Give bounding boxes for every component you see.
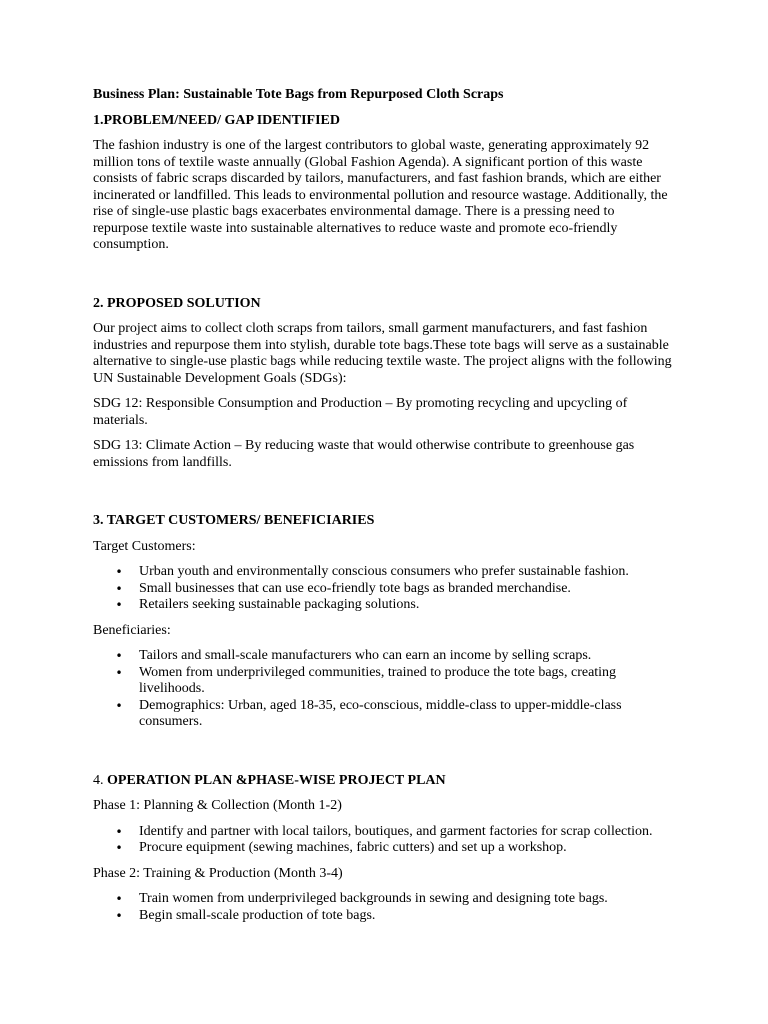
target-customers-list <box>93 564 673 614</box>
target-customers-label: Target Customers: <box>93 538 196 554</box>
bullet-icon: • <box>115 649 123 663</box>
list-item-text: Identify and partner with local tailors, boutiques, and garment factories for scrap collection. <box>139 823 653 839</box>
section-2-body: Our project aims to collect cloth scraps from tailors, small garment manufacturers, and fast fashion industries and repurpose them into stylish, durable tote bags.These tote bags will serve as a sustainable alternative to single-use plastic bags while reducing textile waste. The project aligns with the following UN Sustainable Development Goals (SDGs): <box>93 321 672 386</box>
spacer <box>93 263 673 296</box>
document-body <box>93 87 673 933</box>
section-2-heading: 2. PROPOSED SOLUTION <box>93 295 261 311</box>
list-item <box>115 564 673 581</box>
list-item-text: Small businesses that can use eco-friendly tote bags as branded merchandise. <box>139 580 571 596</box>
list-item <box>115 580 673 598</box>
list-item <box>115 664 673 698</box>
phase-1-list <box>93 824 673 857</box>
bullet-icon: • <box>115 908 123 923</box>
section-3-heading: 3. TARGET CUSTOMERS/ BENEFICIARIES <box>93 513 375 528</box>
bullet-icon: • <box>115 565 123 579</box>
list-item <box>115 597 673 614</box>
spacer <box>93 480 673 513</box>
section-1-body: The fashion industry is one of the largest contributors to global waste, generating approximately 92 million tons of textile waste annually (Global Fashion Agenda). A significant portion of this waste consists of fabric scraps discarded by tailors, manufacturers, and fast fashion brands, which are either incinerated or landfilled. This leads to environmental pollution and resource wastage. Additionally, the rise of single-use plastic bags exacerbates environmental damage. There is a pressing need to repurpose textile waste into sustainable alternatives to reduce waste and promote eco-friendly consumption. <box>93 138 668 252</box>
bullet-icon: • <box>115 598 123 612</box>
bullet-icon: • <box>115 841 123 855</box>
list-item-text: Retailers seeking sustainable packaging solutions. <box>139 597 420 612</box>
phase-2-list <box>93 891 673 924</box>
list-item-text: Train women from underprivileged backgrounds in sewing and designing tote bags. <box>139 891 608 906</box>
list-item <box>115 697 673 731</box>
list-item <box>115 648 673 665</box>
sdg-13-paragraph: SDG 13: Climate Action – By reducing waste that would otherwise contribute to greenhouse gas emissions from landfills. <box>93 438 635 470</box>
document-title: Business Plan: Sustainable Tote Bags from Repurposed Cloth Scraps <box>93 87 504 102</box>
list-item <box>115 840 673 857</box>
sdg-12-paragraph: SDG 12: Responsible Consumption and Production – By promoting recycling and upcycling of materials. <box>93 396 628 428</box>
list-item <box>115 907 673 925</box>
list-item <box>115 823 673 841</box>
list-item-text: Women from underprivileged communities, trained to produce the tote bags, creating livelihoods. <box>139 664 617 696</box>
list-item-text: Begin small-scale production of tote bags. <box>139 907 376 923</box>
beneficiaries-label: Beneficiaries: <box>93 622 171 638</box>
phase-1-label: Phase 1: Planning & Collection (Month 1-2) <box>93 798 342 813</box>
bullet-icon: • <box>115 581 123 596</box>
section-4-number: 4. <box>93 772 104 788</box>
list-item-text: Tailors and small-scale manufacturers who can earn an income by selling scraps. <box>139 648 592 663</box>
phase-2-label: Phase 2: Training & Production (Month 3-4) <box>93 865 343 881</box>
list-item-text: Demographics: Urban, aged 18-35, eco-conscious, middle-class to upper-middle-class consumers. <box>139 697 622 729</box>
section-1-heading: 1.PROBLEM/NEED/ GAP IDENTIFIED <box>93 112 340 128</box>
bullet-icon: • <box>115 824 123 839</box>
spacer <box>93 740 673 773</box>
list-item-text: Procure equipment (sewing machines, fabric cutters) and set up a workshop. <box>139 840 567 855</box>
beneficiaries-list <box>93 648 673 731</box>
list-item-text: Urban youth and environmentally conscious consumers who prefer sustainable fashion. <box>139 564 629 579</box>
bullet-icon: • <box>115 698 123 713</box>
section-4-heading <box>93 773 673 790</box>
section-4-title: OPERATION PLAN &PHASE-WISE PROJECT PLAN <box>107 772 446 788</box>
list-item <box>115 891 673 908</box>
bullet-icon: • <box>115 892 123 906</box>
bullet-icon: • <box>115 665 123 680</box>
